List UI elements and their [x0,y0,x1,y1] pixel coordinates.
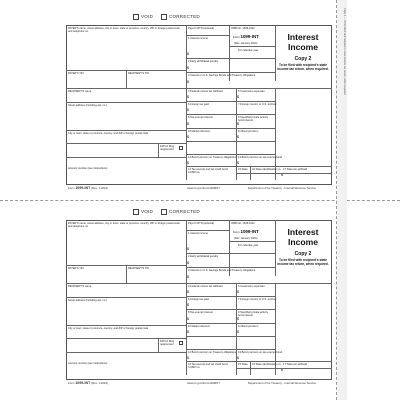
city-label: City or town, state or province, country, and ZIP or foreign postal code [68,327,149,330]
calendar-year: For calendar year [238,244,259,247]
calendar-year: For calendar year [238,49,259,52]
omb-number: OMB No. 1545-0112 [231,222,255,225]
fatca-checkbox[interactable] [179,146,183,150]
footer-form: Form 1099-INT (Rev. 1-2024) [68,186,108,190]
dollar-sign: $ [187,247,189,251]
void-label: VOID [141,14,154,19]
dollar-sign: $ [187,356,189,360]
form-number: Form 1099-INT [233,34,259,39]
corrected-label: CORRECTED [169,209,200,214]
fatca-label: FATCA filing requirement [160,340,175,346]
box4-label: 4 Federal income tax withheld [188,285,223,288]
box15-label: 15 State [238,168,248,171]
box1-label: 1 Interest income [188,37,208,40]
dollar-sign: $ [187,303,189,307]
box6-label: 6 Foreign tax paid [188,298,209,301]
box7-label: 7 Foreign country or U.S. territory [238,103,277,106]
box7-label: 7 Foreign country or U.S. territory [238,298,277,301]
corrected-label: CORRECTED [169,14,200,19]
dollar-sign: $ [187,95,189,99]
account-label: Account number (see instructions) [68,362,108,365]
dollar-sign: $ [187,80,189,84]
box10-label: 10 Market discount [188,325,210,328]
dollar-sign: $ [187,261,189,265]
dollar-sign: $ [237,356,239,360]
footer-url: www.irs.gov/Form1099INT [187,381,220,385]
dollar-sign: $ [187,317,189,321]
box9-label: 9 Specified private activity bond interest [238,311,268,317]
rev-date: (Rev. January 2024) [234,237,258,240]
box10-label: 10 Market discount [188,130,210,133]
dollar-sign: $ [187,275,189,279]
dollar-sign: $ [187,135,189,139]
box3-label: 3 Interest on U.S. Savings Bonds and Treasury obligations [188,269,256,272]
street-label: Street address (including apt. no.) [68,299,107,302]
form-number: Form 1099-INT [233,229,259,234]
box11-label: 11 Bond premium [238,130,259,133]
side-text: Copy 2 — To be filed with recipient's state income tax return, when required [343,8,346,95]
box17-label: 17 State tax withheld [283,363,308,366]
copy-instructions: To be filed with recipient's state income tax return, when required. [277,63,329,71]
dollar-sign: $ [237,290,239,294]
dollar-sign: $ [237,317,239,321]
box9-label: 9 Specified private activity bond interest [238,116,268,122]
recipient-name-label: RECIPIENT'S name [68,90,92,93]
form-copy-bottom [0,199,400,399]
copy-label: Copy 2 [294,56,312,62]
box6-label: 6 Foreign tax paid [188,103,209,106]
box12-label: 12 Bond premium on Treasury obligations [188,156,237,159]
fatca-label: FATCA filing requirement [160,145,175,151]
title-interest: Interest [287,227,319,237]
account-label: Account number (see instructions) [68,167,108,170]
box8-label: 8 Tax-exempt interest [188,311,213,314]
street-label: Street address (including apt. no.) [68,104,107,107]
dollar-sign: $ [187,330,189,334]
box5-label: 5 Investment expenses [238,285,265,288]
box13-label: 13 Bond premium on tax-exempt bond [238,351,283,354]
payer-tin-label: PAYER'S TIN [68,267,84,270]
box11-label: 11 Bond premium [238,325,259,328]
payer-label: PAYER'S name, street address, city or town, state or province, country, ZIP or foreign postal code, and telephone no. [68,27,181,33]
dollar-sign: $ [237,161,239,165]
title-interest: Interest [287,32,319,42]
dollar-sign: $ [281,173,283,177]
void-checkbox[interactable] [133,14,139,20]
box2-label: 2 Early withdrawal penalty [188,255,219,258]
void-label: VOID [141,209,154,214]
rtn-label: Payer's RTN (optional) [188,27,215,30]
box12-label: 12 Bond premium on Treasury obligations [188,351,237,354]
dollar-sign: $ [187,52,189,56]
rev-date: (Rev. January 2024) [234,42,258,45]
payer-tin-label: PAYER'S TIN [68,72,84,75]
footer-url: www.irs.gov/Form1099INT [187,186,220,190]
box8-label: 8 Tax-exempt interest [188,116,213,119]
box17-label: 17 State tax withheld [283,168,308,171]
city-label: City or town, state or province, country, and ZIP or foreign postal code [68,132,149,135]
footer-dept: Department of the Treasury - Internal Revenue Service [248,381,316,385]
box15-label: 15 State [238,363,248,366]
box5-label: 5 Investment expenses [238,90,265,93]
box14-label: 14 Tax-exempt and tax credit bond CUSIP no. [188,363,228,369]
copy-label: Copy 2 [294,251,312,257]
corrected-checkbox[interactable] [161,14,167,20]
dollar-sign: $ [237,135,239,139]
dollar-sign: $ [237,330,239,334]
corrected-checkbox[interactable] [161,209,167,215]
box3-label: 3 Interest on U.S. Savings Bonds and Treasury obligations [188,74,256,77]
fatca-checkbox[interactable] [179,341,183,345]
payer-label: PAYER'S name, street address, city or town, state or province, country, ZIP or foreign postal code, and telephone no. [68,222,181,228]
omb-number: OMB No. 1545-0112 [231,27,255,30]
dollar-sign: $ [187,122,189,126]
dollar-sign: $ [237,122,239,126]
title-income: Income [287,42,319,52]
title-income: Income [287,237,319,247]
footer-dept: Department of the Treasury - Internal Revenue Service [248,186,316,190]
box16-label: 16 State identification no. [252,168,282,171]
box2-label: 2 Early withdrawal penalty [188,60,219,63]
copy-instructions: To be filed with recipient's state income tax return, when required. [277,258,329,266]
dollar-sign: $ [187,66,189,70]
rtn-label: Payer's RTN (optional) [188,222,215,225]
box14-label: 14 Tax-exempt and tax credit bond CUSIP no. [188,168,228,174]
dollar-sign: $ [187,161,189,165]
dollar-sign: $ [237,95,239,99]
recipient-name-label: RECIPIENT'S name [68,285,92,288]
box4-label: 4 Federal income tax withheld [188,90,223,93]
box13-label: 13 Bond premium on tax-exempt bond [238,156,283,159]
recipient-tin-label: RECIPIENT'S TIN [128,267,149,270]
box16-label: 16 State identification no. [252,363,282,366]
dollar-sign: $ [187,290,189,294]
dollar-sign: $ [281,368,283,372]
box1-label: 1 Interest income [188,232,208,235]
void-checkbox[interactable] [133,209,139,215]
dollar-sign: $ [187,108,189,112]
recipient-tin-label: RECIPIENT'S TIN [128,72,149,75]
footer-form: Form 1099-INT (Rev. 1-2024) [68,381,108,385]
